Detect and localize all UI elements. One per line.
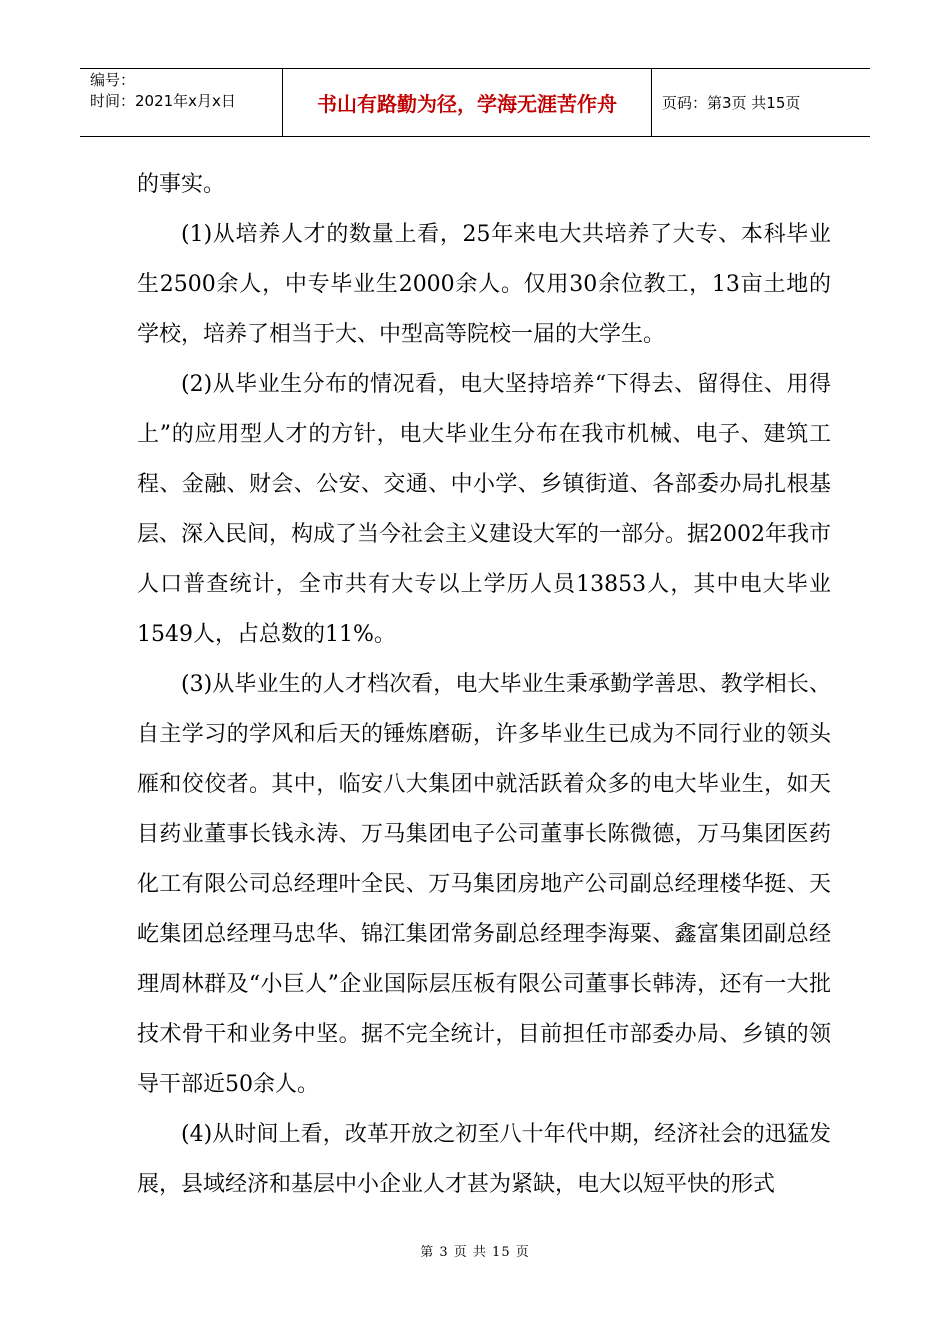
date-label: 时间：2021年x月x日 <box>90 92 236 110</box>
header-motto: 书山有路勤为径，学海无涯苦作舟 <box>317 92 617 116</box>
paragraph-2: (2)从毕业生分布的情况看，电大坚持培养“下得去、留得住、用得上”的应用型人才的方针，电大毕业生分布在我市机械、电子、建筑工程、金融、财会、公安、交通、中小学、乡镇街道、各部委办局扎根基层、深入民间，构成了当今社会主义建设大军的一部分。据2002年我市人口普查统计，全市共有大专以上学历人员13853人，其中电大毕业1549人，占总数的11%。 <box>137 372 831 647</box>
serial-number-label: 编号： <box>90 71 136 89</box>
paragraph-4: (4)从时间上看，改革开放之初至八十年代中期，经济社会的迅猛发展，县域经济和基层中小企业人才甚为紧缺，电大以短平快的形式 <box>137 1122 831 1197</box>
paragraph-continuation: 的事实。 <box>137 172 226 197</box>
header-meta-cell <box>80 69 280 136</box>
header-motto-cell <box>282 69 652 136</box>
document-body <box>137 160 831 1210</box>
paragraph-3: (3)从毕业生的人才档次看，电大毕业生秉承勤学善思、教学相长、自主学习的学风和后天的锤炼磨砺，许多毕业生已成为不同行业的领头雁和佼佼者。其中，临安八大集团中就活跃着众多的电大毕业生，如天目药业董事长钱永涛、万马集团电子公司董事长陈微德，万马集团医药化工有限公司总经理叶全民、万马集团房地产公司副总经理楼华挺、天屹集团总经理马忠华、锦江集团常务副总经理李海粟、鑫富集团副总经理周林群及“小巨人”企业国际层压板有限公司董事长韩涛，还有一大批技术骨干和业务中坚。据不完全统计，目前担任市部委办局、乡镇的领导干部近50余人。 <box>137 672 831 1097</box>
page-footer: 第 3 页 共 15 页 <box>420 1245 530 1260</box>
header-page-number: 页码：第3页 共15页 <box>662 94 801 112</box>
header-page-cell <box>652 69 870 136</box>
document-header <box>80 68 870 137</box>
paragraph-1: (1)从培养人才的数量上看，25年来电大共培养了大专、本科毕业生2500余人，中专毕业生2000余人。仅用30余位教工，13亩土地的学校，培养了相当于大、中型高等院校一届的大学生。 <box>137 222 831 347</box>
